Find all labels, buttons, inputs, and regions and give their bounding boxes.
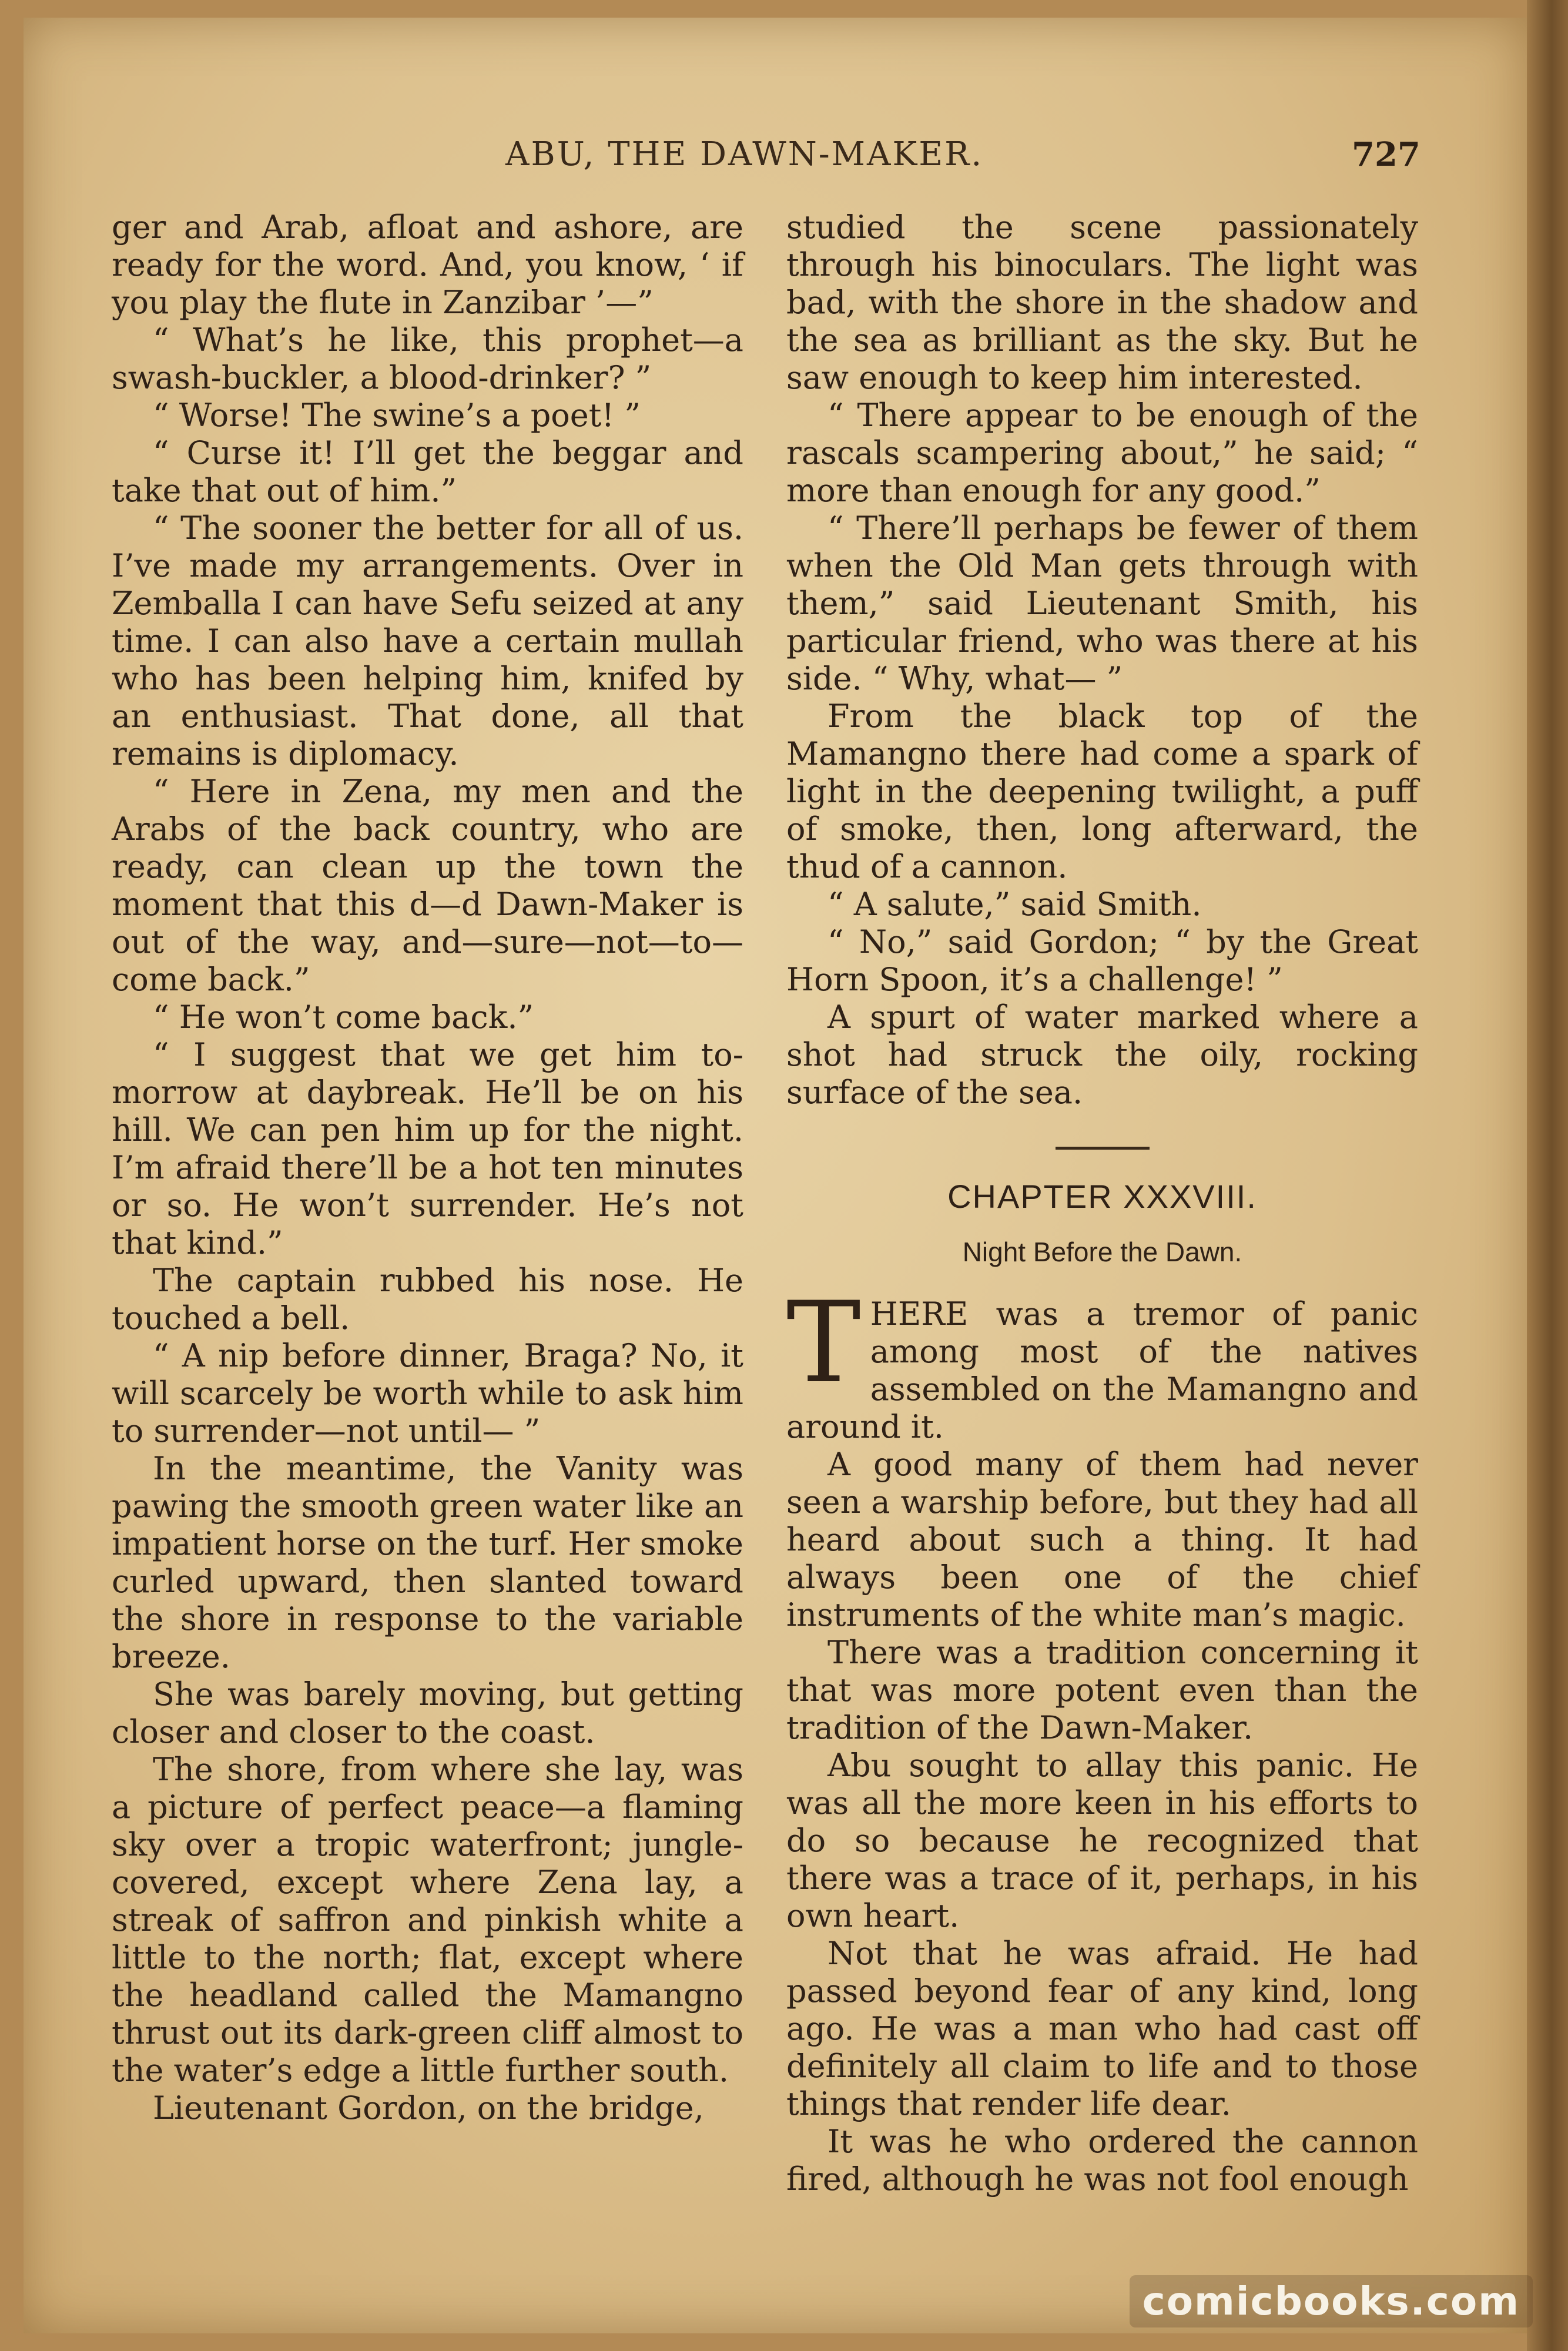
right-paragraph: A spurt of water marked where a shot had struck the oily, rocking surface of the sea.	[786, 999, 1418, 1111]
left-paragraph: The captain rubbed his nose. He touched a bell.	[112, 1262, 743, 1337]
right-paragraph: From the black top of the Mamangno there had come a spark of light in the deepening twilight, a puff of smoke, then, long afterward, the thud of a cannon.	[786, 698, 1418, 885]
left-paragraph: “ Worse! The swine’s a poet! ”	[153, 397, 641, 434]
left-text-column	[112, 209, 743, 2127]
right-paragraph: It was he who ordered the cannon fired, although he was not fool enough	[786, 2123, 1418, 2198]
left-paragraph: “ A nip before dinner, Braga? No, it will scarcely be worth while to ask him to surrender—not until— ”	[112, 1337, 743, 1449]
chapter-title: CHAPTER XXXVIII.	[947, 1178, 1257, 1215]
right-paragraph: “ There appear to be enough of the rascals scampering about,” he said; “ more than enough for any good.”	[786, 397, 1418, 509]
right-paragraph: “ No,” said Gordon; “ by the Great Horn Spoon, it’s a challenge! ”	[786, 923, 1418, 998]
left-paragraph: “ Here in Zena, my men and the Arabs of the back country, who are ready, can clean up the town the moment that this d—d Dawn-Maker is out of the way, and—sure—not—to—come back.”	[112, 773, 743, 998]
left-paragraph: “ I suggest that we get him to-morrow at daybreak. He’ll be on his hill. We can pen him up for the night. I’m afraid there’ll be a hot ten minutes or so. He won’t surrender. He’s not that kind.”	[112, 1036, 743, 1261]
right-paragraph: “ There’ll perhaps be fewer of them when the Old Man gets through with them,” said Lieutenant Smith, his particular friend, who was there at his side. “ Why, what— ”	[786, 510, 1418, 697]
left-paragraph: “ What’s he like, this prophet—a swash-buckler, a blood-drinker? ”	[112, 321, 743, 396]
right-paragraph: A good many of them had never seen a warship before, but they had all heard about such a thing. It had always been one of the chief instruments of the white man’s magic.	[786, 1446, 1418, 1633]
left-paragraph: “ He won’t come back.”	[153, 999, 534, 1036]
running-header-title: ABU, THE DAWN-MAKER.	[505, 135, 984, 173]
right-paragraph: Not that he was afraid. He had passed beyond fear of any kind, long ago. He was a man who had cast off definitely all claim to life and to those things that render life dear.	[786, 1935, 1418, 2122]
page-spine-edge	[1527, 0, 1568, 2351]
left-paragraph: In the meantime, the Vanity was pawing the smooth green water like an impatient horse on the turf. Her smoke curled upward, then slanted toward the shore in response to the variable breeze.	[112, 1450, 743, 1675]
chapter-divider-rule	[1056, 1147, 1150, 1150]
left-paragraph: Lieutenant Gordon, on the bridge,	[153, 2089, 704, 2126]
page-number: 727	[1352, 135, 1420, 174]
right-paragraph: studied the scene passionately through his binoculars. The light was bad, with the shore in the shadow and the sea as brilliant as the sky. But he saw enough to keep him interested.	[786, 209, 1418, 396]
right-paragraph: “ A salute,” said Smith.	[827, 886, 1202, 923]
right-paragraph: There was a tradition concerning it that was more potent even than the tradition of the Dawn-Maker.	[786, 1634, 1418, 1746]
left-paragraph: She was barely moving, but getting closer and closer to the coast.	[112, 1676, 743, 1750]
drop-cap-paragraph: THERE was a tremor of panic among most of the natives assembled on the Mamangno and around it.	[786, 1278, 1418, 1445]
site-watermark: comicbooks.com	[1130, 2275, 1533, 2327]
right-paragraph: Abu sought to allay this panic. He was all the more keen in his efforts to do so because he recognized that there was a trace of it, perhaps, in his own heart.	[786, 1747, 1418, 1934]
right-text-column	[786, 209, 1418, 2198]
left-paragraph: “ Curse it! I’ll get the beggar and take that out of him.”	[112, 434, 743, 509]
left-paragraph: ger and Arab, afloat and ashore, are ready for the word. And, you know, ‘ if you play the flute in Zanzibar ’—”	[112, 209, 743, 321]
chapter-subtitle: Night Before the Dawn.	[962, 1237, 1242, 1267]
left-paragraph: The shore, from where she lay, was a picture of perfect peace—a flaming sky over a tropic waterfront; jungle-covered, except where Zena lay, a streak of saffron and pinkish white a little to the north; flat, except where the headland called the Mamangno thrust out its dark-green cliff almost to the water’s edge a little further south.	[112, 1751, 743, 2089]
left-paragraph: “ The sooner the better for all of us. I’ve made my arrangements. Over in Zemballa I can have Sefu seized at any time. I can also have a certain mullah who has been helping him, knifed by an enthusiast. That done, all that remains is diplomacy.	[112, 510, 743, 772]
